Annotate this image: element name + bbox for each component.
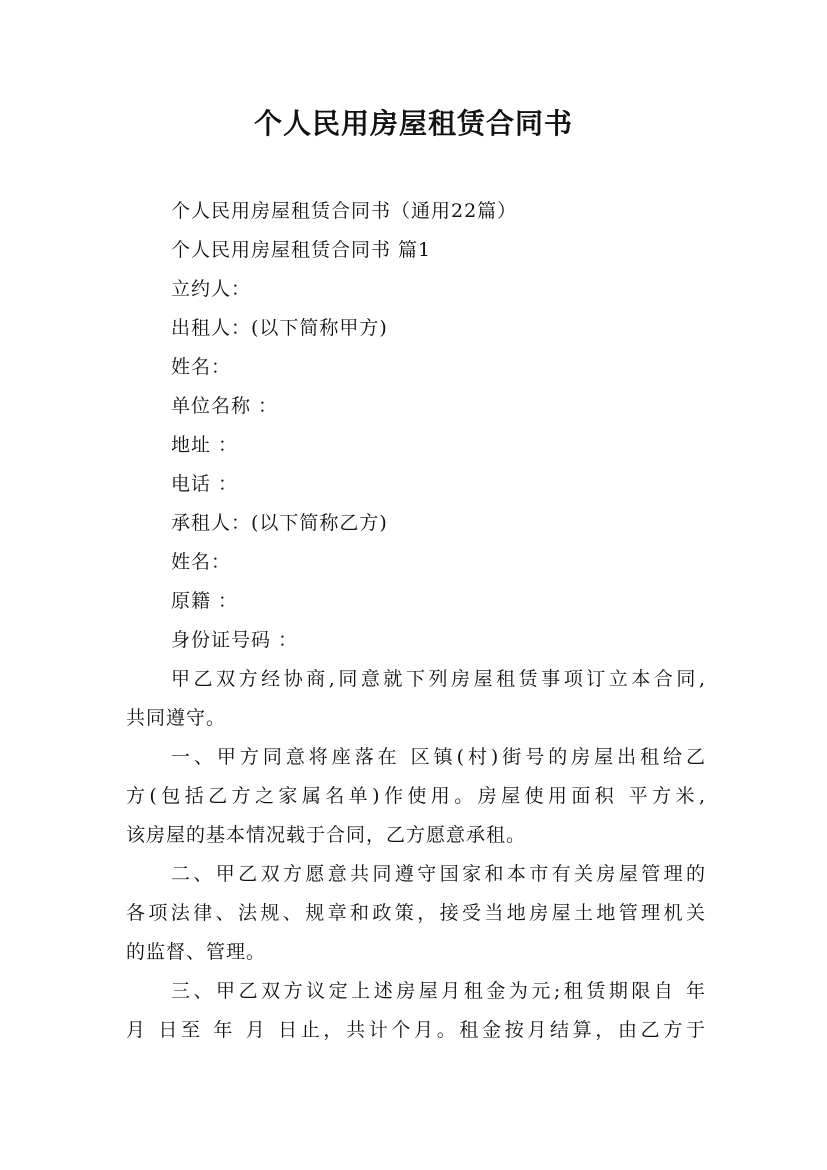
- section-heading: 个人民用房屋租赁合同书 篇1: [171, 239, 432, 261]
- field-lessee-origin: 原籍 ：: [171, 590, 239, 612]
- paragraph-line: 月 日至 年 月 日止，共计个月。租金按月结算，由乙方于: [126, 1019, 706, 1041]
- field-lessee-id-number: 身份证号码 ：: [171, 629, 299, 651]
- field-lessor-name: 姓名：: [171, 356, 232, 378]
- paragraph-line: 共同遵守。: [126, 707, 227, 729]
- field-lessee: 承租人：(以下简称乙方): [171, 512, 388, 534]
- field-lessor-phone: 电话 ：: [171, 473, 239, 495]
- paragraph-line: 方(包括乙方之家属名单)作使用。房屋使用面积 平方米,: [126, 785, 706, 807]
- document-title: 个人民用房屋租赁合同书: [253, 107, 573, 140]
- field-parties: 立约人：: [171, 278, 252, 300]
- field-lessor-address: 地址 ：: [171, 434, 239, 456]
- paragraph-line: 各项法律、法规、规章和政策，接受当地房屋土地管理机关: [126, 902, 706, 924]
- field-lessee-name: 姓名：: [171, 551, 232, 573]
- subtitle-line: 个人民用房屋租赁合同书（通用22篇）: [171, 200, 518, 222]
- paragraph-agreement: [126, 660, 706, 738]
- paragraph-line: 甲乙双方经协商,同意就下列房屋租赁事项订立本合同,: [171, 668, 706, 690]
- paragraph-line: 三、甲乙双方议定上述房屋月租金为元;租赁期限自 年: [171, 980, 706, 1002]
- paragraph-line: 二、甲乙双方愿意共同遵守国家和本市有关房屋管理的: [171, 863, 706, 885]
- paragraph-line: 的监督、管理。: [126, 941, 267, 963]
- field-lessor-company: 单位名称 ：: [171, 395, 279, 417]
- document-body: [126, 192, 706, 1050]
- paragraph-line: 一、甲方同意将座落在 区镇(村)街号的房屋出租给乙: [171, 746, 706, 768]
- paragraph-clause-1: [126, 738, 706, 855]
- paragraph-line: 该房屋的基本情况载于合同，乙方愿意承租。: [126, 824, 527, 846]
- paragraph-clause-2: [126, 855, 706, 972]
- field-lessor: 出租人：(以下简称甲方): [171, 317, 388, 339]
- paragraph-clause-3: [126, 972, 706, 1050]
